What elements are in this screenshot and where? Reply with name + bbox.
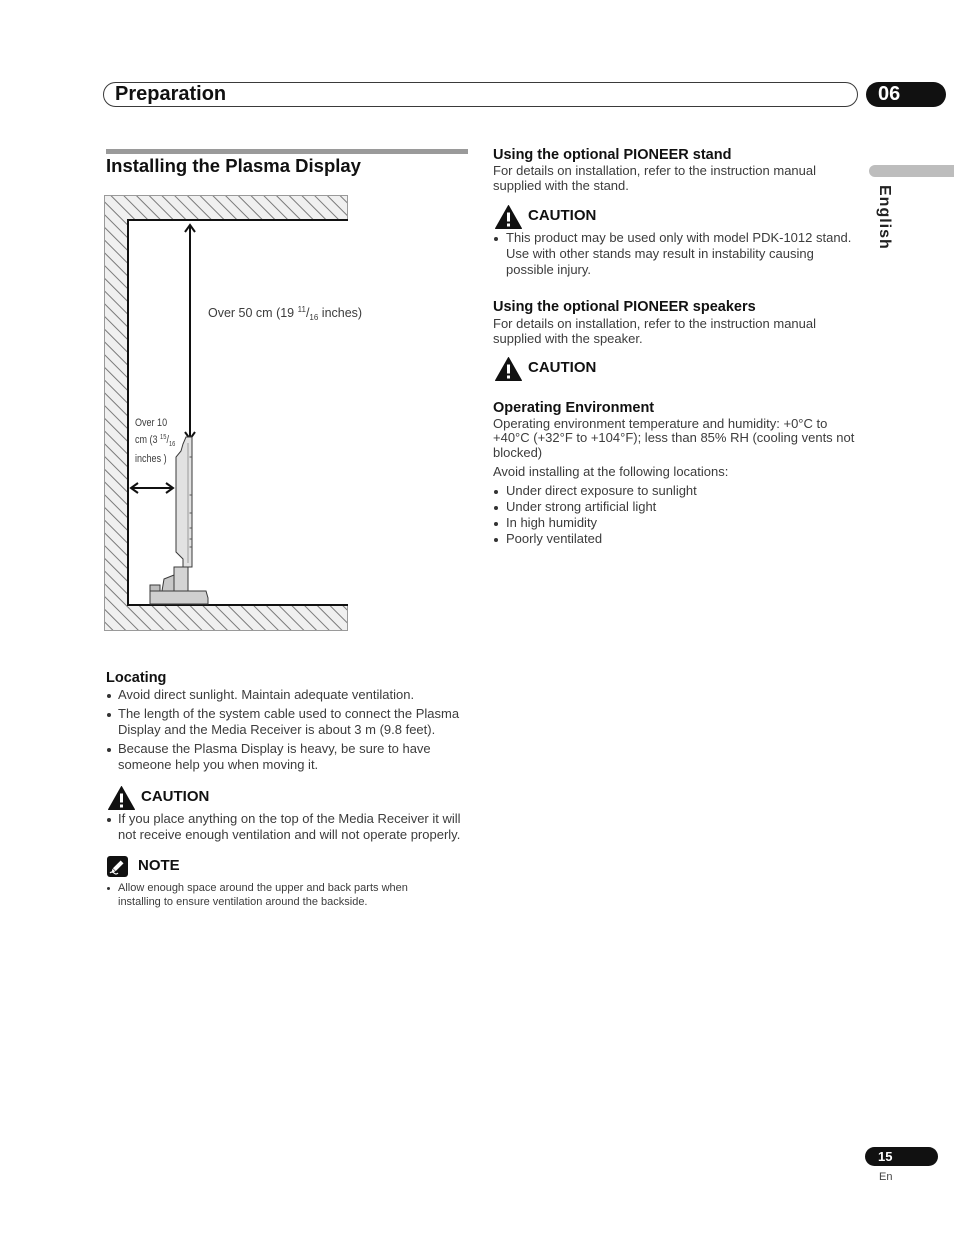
list-item xyxy=(493,483,697,499)
list-item-text: If you place anything on the top of the Media Receiver it will xyxy=(118,811,461,826)
bullet xyxy=(107,818,111,822)
list-item xyxy=(106,741,459,773)
section-header-bar xyxy=(103,82,858,107)
language-code: En xyxy=(879,1171,893,1183)
caution-label: CAUTION xyxy=(528,359,597,376)
back-clearance-line-3: inches ) xyxy=(135,453,167,465)
back-clearance-line-2 xyxy=(135,431,175,453)
list-item-text: Display and the Media Receiver is about 3 m (9.8 feet). xyxy=(118,722,436,737)
note-list xyxy=(106,881,408,909)
bullet xyxy=(107,694,111,698)
back-clearance-numerator: 15 xyxy=(160,433,167,441)
chapter-number: 06 xyxy=(878,83,901,105)
back-clearance-denominator: 16 xyxy=(168,440,176,448)
caution-label: CAUTION xyxy=(528,207,597,224)
warning-triangle-icon xyxy=(495,205,522,229)
paragraph-line: supplied with the speaker. xyxy=(493,330,643,346)
note-header xyxy=(107,856,207,877)
note-label: NOTE xyxy=(138,857,180,874)
list-item-text: Under strong artificial light xyxy=(506,499,657,514)
wall-inner-edge xyxy=(128,220,348,605)
chapter-badge xyxy=(866,82,946,107)
back-clearance-line-1: Over 10 xyxy=(135,417,168,429)
bullet xyxy=(107,887,110,890)
top-clearance-fraction-slash: / xyxy=(305,306,310,320)
list-item-text: Under direct exposure to sunlight xyxy=(506,483,697,498)
installation-clearance-diagram xyxy=(104,195,348,631)
language-tab-label: English xyxy=(876,185,893,250)
environment-description xyxy=(493,417,854,461)
list-item xyxy=(493,230,851,278)
list-item xyxy=(493,531,697,547)
warning-triangle-icon xyxy=(108,786,135,810)
list-item-text: In high humidity xyxy=(506,515,598,530)
speakers-heading: Using the optional PIONEER speakers xyxy=(493,299,756,315)
list-item xyxy=(106,811,461,843)
stand-heading: Using the optional PIONEER stand xyxy=(493,147,732,163)
back-clearance-fraction-slash: / xyxy=(166,433,169,446)
stand-neck xyxy=(174,567,188,591)
note-pencil-icon xyxy=(107,856,128,877)
list-item-text: Allow enough space around the upper and back parts when xyxy=(118,882,408,894)
list-item-text: Poorly ventilated xyxy=(506,531,603,546)
environment-heading: Operating Environment xyxy=(493,400,655,416)
caution-header xyxy=(108,786,228,810)
bullet xyxy=(494,506,498,510)
list-item-text: Avoid direct sunlight. Maintain adequate ventilation. xyxy=(118,687,415,702)
list-item-text: someone help you when moving it. xyxy=(118,757,319,772)
warning-triangle-icon xyxy=(495,357,522,381)
back-clearance-prefix: cm (3 xyxy=(135,433,161,446)
environment-list xyxy=(493,483,697,547)
bullet xyxy=(494,490,498,494)
list-item-text: Because the Plasma Display is heavy, be sure to have xyxy=(118,741,431,756)
top-clearance-arrow xyxy=(185,225,195,439)
locating-heading: Locating xyxy=(106,670,167,686)
list-item xyxy=(106,881,408,909)
page-number-badge xyxy=(865,1147,938,1166)
caution-label: CAUTION xyxy=(141,788,210,805)
language-tab-bar xyxy=(869,165,954,177)
back-clearance-arrow xyxy=(131,483,173,493)
top-clearance-prefix: Over 50 cm (19 xyxy=(208,306,298,320)
back-clearance-label xyxy=(135,416,175,467)
list-item xyxy=(493,499,697,515)
list-item xyxy=(493,515,697,531)
bullet xyxy=(494,237,498,241)
list-item-text: This product may be used only with model PDK-1012 stand. xyxy=(506,230,852,245)
list-item-text: not receive enough ventilation and will not operate properly. xyxy=(118,827,461,842)
paragraph-line: Operating environment temperature and humidity: +0°C to xyxy=(493,415,828,431)
list-item-text: Use with other stands may result in instability causing xyxy=(506,246,814,261)
top-clearance-numerator: 11 xyxy=(297,305,306,314)
speakers-caution-header xyxy=(495,357,615,381)
list-item xyxy=(106,687,459,703)
bullet xyxy=(107,713,111,717)
wall-floor-hatching xyxy=(105,196,348,631)
stand-caution-list xyxy=(493,230,851,278)
list-item-text: The length of the system cable used to connect the Plasma xyxy=(118,706,460,721)
stand-brace xyxy=(162,575,174,591)
paragraph-line: For details on installation, refer to the instruction manual xyxy=(493,163,817,178)
stand-base xyxy=(150,591,208,604)
list-item-text: possible injury. xyxy=(506,262,592,277)
paragraph-line: +40°C (+32°F to +104°F); less than 85% RH (cooling vents not xyxy=(493,430,855,446)
paragraph-line: blocked) xyxy=(493,444,543,460)
section-rule xyxy=(106,149,468,154)
locating-list xyxy=(106,687,459,776)
top-clearance-suffix: inches) xyxy=(318,306,363,320)
speakers-description xyxy=(493,316,816,346)
page-number: 15 xyxy=(878,1149,893,1164)
bullet xyxy=(494,538,498,542)
stand-caution-header xyxy=(495,205,615,229)
top-clearance-denominator: 16 xyxy=(309,313,319,322)
paragraph-line: supplied with the stand. xyxy=(493,177,629,193)
stand-description xyxy=(493,164,816,193)
caution-list xyxy=(106,811,461,843)
section-title: Preparation xyxy=(115,83,227,105)
top-clearance-label xyxy=(208,302,362,326)
bullet xyxy=(494,522,498,526)
page-title: Installing the Plasma Display xyxy=(106,155,361,176)
list-item-text: installing to ensure ventilation around the backside. xyxy=(118,896,368,908)
environment-intro: Avoid installing at the following locations: xyxy=(493,464,729,479)
bullet xyxy=(107,748,111,752)
paragraph-line: For details on installation, refer to the instruction manual xyxy=(493,315,817,331)
list-item xyxy=(106,706,459,738)
